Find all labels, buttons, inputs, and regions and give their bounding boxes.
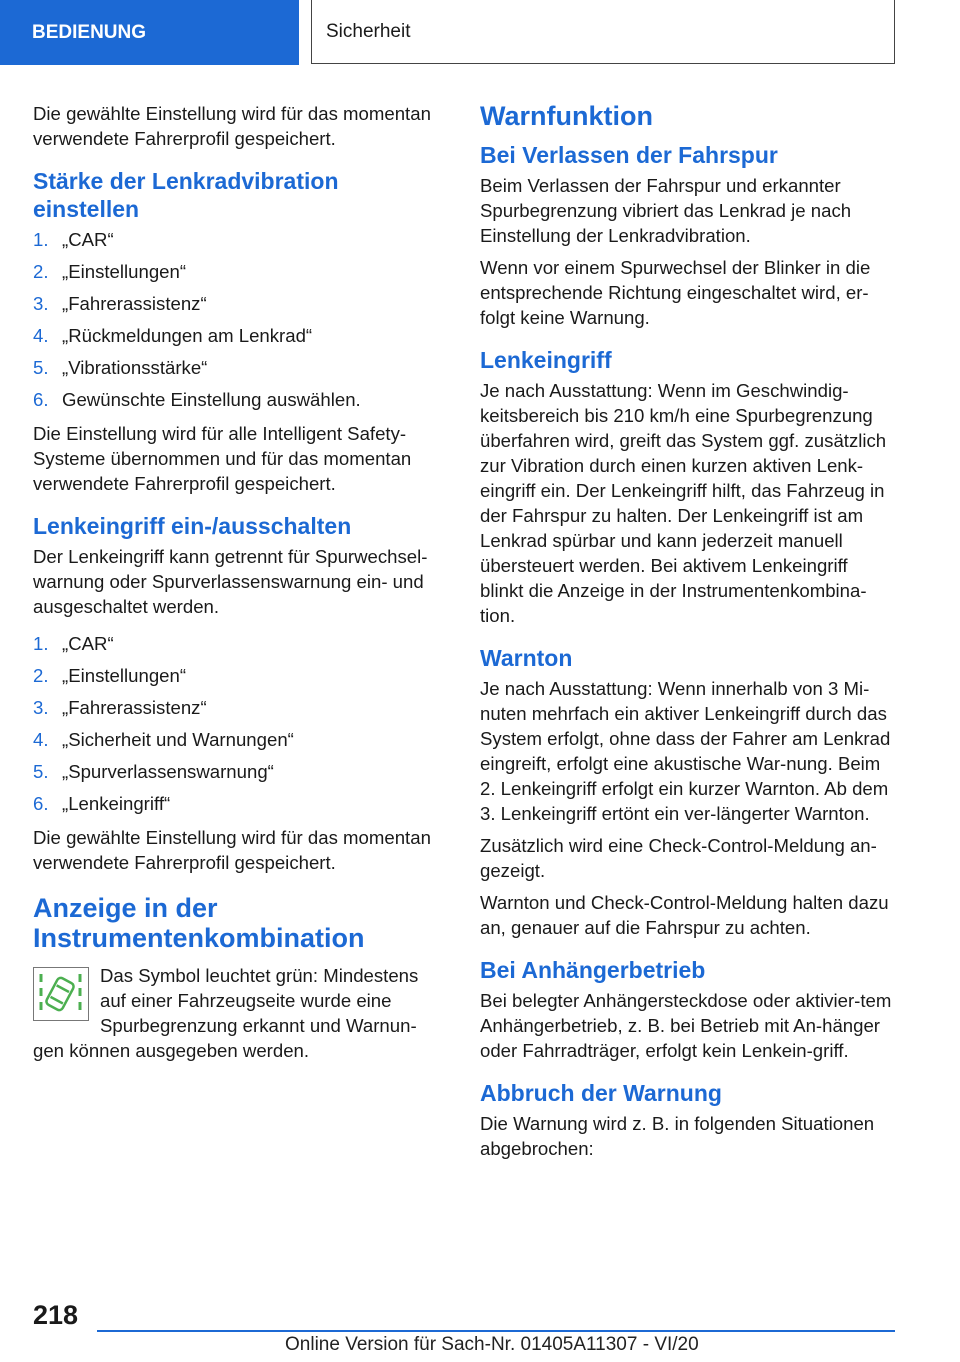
heading-vibration: Stärke der Lenkradvibration einstellen	[33, 168, 339, 222]
step-text: „Spurverlassenswarnung“	[62, 761, 274, 782]
step-text: „Lenkeingriff“	[62, 793, 171, 814]
topic-label: Sicherheit	[326, 20, 411, 42]
heading-anzeige: Anzeige in der Instrumentenkombination	[33, 893, 365, 953]
step-number: 3.	[33, 293, 49, 314]
topic-tab	[311, 0, 895, 64]
heading-anhaenger: Bei Anhängerbetrieb	[480, 957, 706, 983]
step-text: „Einstellungen“	[62, 665, 187, 686]
step-text: „Sicherheit und Warnungen“	[62, 729, 294, 750]
paragraph-anhaenger: Bei belegter Anhängersteckdose oder aktivier-tem Anhängerbetrieb, z. B. bei Betrieb mit An-hänger oder Fahrradträger, erfolgt kein Lenkein-griff.	[480, 990, 892, 1061]
step-text: „CAR“	[62, 633, 114, 654]
paragraph-warnton-3: Warnton und Check-Control-Meldung halten dazu an, genauer auf die Fahrspur zu achten.	[480, 892, 889, 938]
heading-abbruch: Abbruch der Warnung	[480, 1080, 722, 1106]
footer-version: Online Version für Sach-Nr. 01405A11307 - VI/20	[285, 1334, 699, 1355]
paragraph-abbruch: Die Warnung wird z. B. in folgenden Situationen abgebrochen:	[480, 1113, 875, 1159]
list-item	[33, 291, 445, 323]
list-item	[33, 759, 445, 791]
paragraph-lenkeingriff-toggle: Der Lenkeingriff kann getrennt für Spurwechsel-warnung oder Spurverlassenswarnung ein- und ausgeschaltet werden.	[33, 546, 428, 617]
heading-lenkeingriff: Lenkeingriff	[480, 347, 612, 373]
paragraph-lenkeingriff: Je nach Ausstattung: Wenn im Geschwindig-keitsbereich bis 210 km/h eine Spurbegrenzung überfahren wird, greift das System ggf. zusätzlich zur Vibration durch einen kurzen aktiven Lenk-eingriff ein. Der Lenkeingriff hilft, das Fahrzeug in der Fahrspur zu halten. Der Lenkeingriff ist am Lenkrad spürbar und kann jederzeit manuell übersteuert werden. Bei aktivem Lenkeingriff blinkt die Anzeige in der Instrumentenkombina-tion.	[480, 380, 887, 626]
step-text: „Fahrerassistenz“	[62, 697, 207, 718]
step-number: 1.	[33, 633, 49, 654]
list-item	[33, 387, 445, 419]
list-item	[33, 355, 445, 387]
step-number: 1.	[33, 229, 49, 250]
paragraph-warnton-2: Zusätzlich wird eine Check-Control-Meldung an-gezeigt.	[480, 835, 877, 881]
step-text: Gewünschte Einstellung auswählen.	[62, 389, 361, 410]
step-number: 6.	[33, 793, 49, 814]
heading-verlassen: Bei Verlassen der Fahrspur	[480, 142, 778, 168]
lane-departure-icon	[33, 967, 89, 1021]
step-text: „Einstellungen“	[62, 261, 187, 282]
step-number: 2.	[33, 665, 49, 686]
step-number: 5.	[33, 761, 49, 782]
steps-lenkeingriff	[33, 631, 445, 823]
heading-warnfunktion: Warnfunktion	[480, 101, 653, 131]
step-number: 2.	[33, 261, 49, 282]
step-number: 5.	[33, 357, 49, 378]
anzeige-block	[33, 963, 445, 1063]
intro-paragraph: Die gewählte Einstellung wird für das momentan verwendete Fahrerprofil gespeichert.	[33, 103, 431, 149]
list-item	[33, 663, 445, 695]
page-number: 218	[33, 1300, 79, 1330]
right-column	[480, 101, 892, 1168]
paragraph-anzeige: Das Symbol leuchtet grün: Mindestens auf einer Fahrzeugseite wurde eine Spurbegrenzung erkannt und Warnun-gen können ausgegeben werden.	[33, 965, 419, 1061]
step-number: 6.	[33, 389, 49, 410]
step-number: 4.	[33, 729, 49, 750]
list-item	[33, 227, 445, 259]
list-item	[33, 323, 445, 355]
list-item	[33, 727, 445, 759]
paragraph-verlassen-1: Beim Verlassen der Fahrspur und erkannter Spurbegrenzung vibriert das Lenkrad je nach Einstellung der Lenkradvibration.	[480, 175, 852, 246]
left-column	[33, 101, 445, 1070]
step-text: „Fahrerassistenz“	[62, 293, 207, 314]
list-item	[33, 631, 445, 663]
steps-vibration	[33, 227, 445, 419]
heading-lenkeingriff-toggle: Lenkeingriff ein-/ausschalten	[33, 513, 352, 539]
step-number: 4.	[33, 325, 49, 346]
heading-warnton: Warnton	[480, 645, 573, 671]
paragraph-verlassen-2: Wenn vor einem Spurwechsel der Blinker in die entsprechende Richtung eingeschaltet wird, er-folgt keine Warnung.	[480, 257, 871, 328]
list-item	[33, 259, 445, 291]
footer-divider	[97, 1330, 895, 1332]
list-item	[33, 791, 445, 823]
step-number: 3.	[33, 697, 49, 718]
step-text: „Rückmeldungen am Lenkrad“	[62, 325, 313, 346]
step-text: „Vibrationsstärke“	[62, 357, 208, 378]
list-item	[33, 695, 445, 727]
paragraph-after-steps2: Die gewählte Einstellung wird für das momentan verwendete Fahrerprofil gespeichert.	[33, 827, 431, 873]
section-tab	[0, 0, 299, 65]
section-label: BEDIENUNG	[32, 21, 147, 43]
paragraph-warnton-1: Je nach Ausstattung: Wenn innerhalb von 3 Mi-nuten mehrfach ein aktiver Lenkeingriff durch das System erfolgt, ohne dass der Fahrer am Lenkrad eingreift, erfolgt eine akustische War-nung. Beim 2. Lenkeingriff erfolgt ein kurzer Warnton. Ab dem 3. Lenkeingriff ertönt ein ver-längerter Warnton.	[480, 678, 891, 824]
step-text: „CAR“	[62, 229, 114, 250]
paragraph-after-steps1: Die Einstellung wird für alle Intelligent Safety-Systeme übernommen und für das momentan verwendete Fahrerprofil gespeichert.	[33, 423, 412, 494]
